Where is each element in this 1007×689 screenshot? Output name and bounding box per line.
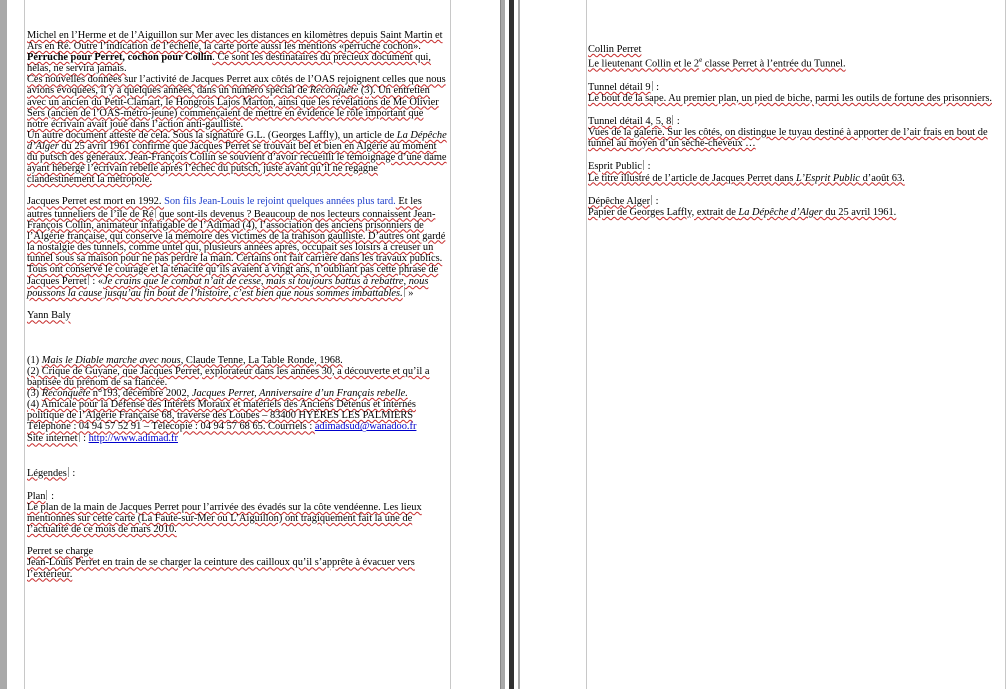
footnote[interactable]: Site internet : http://www.adimad.fr	[27, 433, 178, 445]
text-cursor	[643, 160, 644, 170]
caption-title[interactable]: Perret se charge	[27, 546, 94, 558]
paragraph[interactable]: Un autre document atteste de cela. Sous la signature G.L. (Georges Laffly), un article de La Dépêche d’Alger du 25 avril 1961 confirme que Jacques Perret se trouvait bel et bien en Algérie au moment du putsch des généraux. Jean-François Collin se souvient d’avoir recueilli le témoignage d’une dame ayant hébergé l’écrivain rebelle après l’échec du putsch, juste avant qu’il ne regagne clandestinement la métropole.	[27, 129, 447, 186]
caption-text[interactable]: Jean-Louis Perret en train de se charger la ceinture des cailloux qu’il s’apprête à évacuer vers l’extérieur.	[27, 557, 415, 580]
footnote[interactable]: (1) Mais le Diable marche avec nous, Claude Tenne, La Table Ronde, 1968.	[27, 354, 343, 366]
window-splitter-bar[interactable]	[509, 0, 514, 689]
paragraph[interactable]: Jacques Perret est mort en 1992. Son fils Jean-Louis le rejoint quelques années plus tard. Et les autres tunneliers de l’île de Ré que sont-ils devenus ? Beaucoup de nos lecteurs connaissent Jean-François Collin, animateur infatigable de l’Adimad (4), l’association des anciens prisonniers de l’Algérie française, qui conserve la mémoire des victimes de la trahison gaulliste. D’autres ont gardé la nostalgie des tunnels, comme untel qui, plusieurs années après, occupait ses loisirs à creuser un tunnel sous sa maison pour ne pas perdre la main. Certains ont fait carrière dans les travaux publics.	[27, 196, 446, 264]
text-cursor	[88, 275, 89, 285]
inserted-text: Son fils Jean-Louis le rejoint quelques années plus tard.	[164, 196, 396, 208]
caption-text[interactable]: Le lieutenant Collin et le 2e classe Perret à l’entrée du Tunnel.	[588, 56, 846, 70]
caption-text[interactable]: Papier de Georges Laffly, extrait de La Dépêche d’Alger du 25 avril 1961.	[588, 206, 897, 218]
caption-text[interactable]: Vues de la galerie. Sur les côtés, on distingue le tuyau destiné à apporter de l’air frais en bout de tunnel au moyen d’un sèche-cheveux …	[588, 127, 988, 150]
caption-title[interactable]: Collin Perret	[588, 44, 642, 55]
caption-text[interactable]: Le bout de la sape. Au premier plan, un pied de biche, parmi les outils de fortune des prisonniers.	[588, 92, 992, 104]
legend-heading[interactable]: Légendes :	[27, 467, 76, 479]
caption-title[interactable]: Tunnel détail 9 :	[588, 81, 660, 93]
page-left-text[interactable]	[27, 30, 447, 580]
text-cursor	[651, 195, 652, 205]
email-link[interactable]: adimadsud@wanadoo.fr	[314, 421, 417, 433]
page-right-text[interactable]	[588, 44, 1004, 218]
text-cursor	[155, 208, 156, 218]
paragraph[interactable]: Tous ont conservé le courage et la ténacité qu’ils avaient à vingt ans, n’oubliant pas cette phrase de Jacques Perret : «Je crains que le combat n’ait de cesse, mais si toujours battus à rebattre, nous poussons la cause jusqu’au fin bout de l’histoire, c’est bien que nous sommes imbattables. »	[27, 263, 439, 300]
caption-text[interactable]: Le plan de la main de Jacques Perret pour l’arrivée des évadés sur la côte vendéenne. Les lieux mentionnés sur cette carte (La Faute-sur-Mer ou L’Aiguillon) ont tragiquement fait la une de l’actualité de ce mois de mars 2010.	[27, 501, 422, 536]
text-cursor	[652, 81, 653, 91]
text-cursor	[68, 467, 69, 477]
footnote[interactable]: (2) Crique de Guyane, que Jacques Perret, explorateur dans les années 30, a découverte et qu’il a baptisée du prénom de sa fiancée.	[27, 365, 430, 388]
caption-title[interactable]: Tunnel détail 4, 5, 8 :	[588, 116, 680, 128]
caption-title[interactable]: Dépêche Alger :	[588, 195, 659, 207]
caption-title[interactable]: Esprit Public :	[588, 161, 651, 173]
author-signature[interactable]: Yann Baly	[27, 310, 71, 322]
website-link[interactable]: http://www.adimad.fr	[88, 433, 178, 445]
page-right[interactable]	[520, 0, 1007, 689]
page-left[interactable]	[7, 0, 500, 689]
text-cursor	[79, 432, 80, 442]
text-cursor	[404, 287, 405, 297]
footnote[interactable]: (4) Amicale pour la Défense des Intérêts Moraux et matériels des Anciens Détenus et internés politique de l’Algérie Française 68, traverse des Loubes – 83400 HYÈRES LES PALMIERS Téléphone : 04 94 57 52 91 – Télécopie : 04 94 57 68 65. Courriels : adimadsud@wanadoo.fr	[27, 399, 417, 433]
caption-text[interactable]: Le titre illustré de l’article de Jacques Perret dans L’Esprit Public d’août 63.	[588, 172, 905, 184]
document-pane-right[interactable]	[518, 0, 1007, 689]
caption-title[interactable]: Plan :	[27, 490, 54, 502]
footnote[interactable]: (3) Reconquête n°193, décembre 2002, Jacques Perret, Anniversaire d’un Français rebelle.	[27, 388, 408, 399]
paragraph[interactable]: Ces nouvelles données sur l’activité de Jacques Perret aux côtés de l’OAS rejoignent celles que nous avions évoquées, il y a quelques années, dans un numéro spécial de Reconquête (3). Un entretien avec un ancien du Petit-Clamart, le Hongrois Lajos Marton, ainsi que les révélations de Me Olivier Sers (ancien de l’OAS-métro-jeune) commençaient de mettre en évidence le rôle important que notre écrivain avait joué dans l’action anti-gaulliste.	[27, 74, 446, 130]
paragraph[interactable]: Michel en l’Herme et de l’Aiguillon sur Mer avec les distances en kilomètres depuis Saint Martin et Ars en Ré. Outre l’indication de l’échelle, la carte porte aussi les mentions «pérruche cochon». Pérruche pour Perret, cochon pour Collin. Ce sont les destinataires du précieux document qui, hélas, ne servira jamais.	[27, 30, 443, 75]
